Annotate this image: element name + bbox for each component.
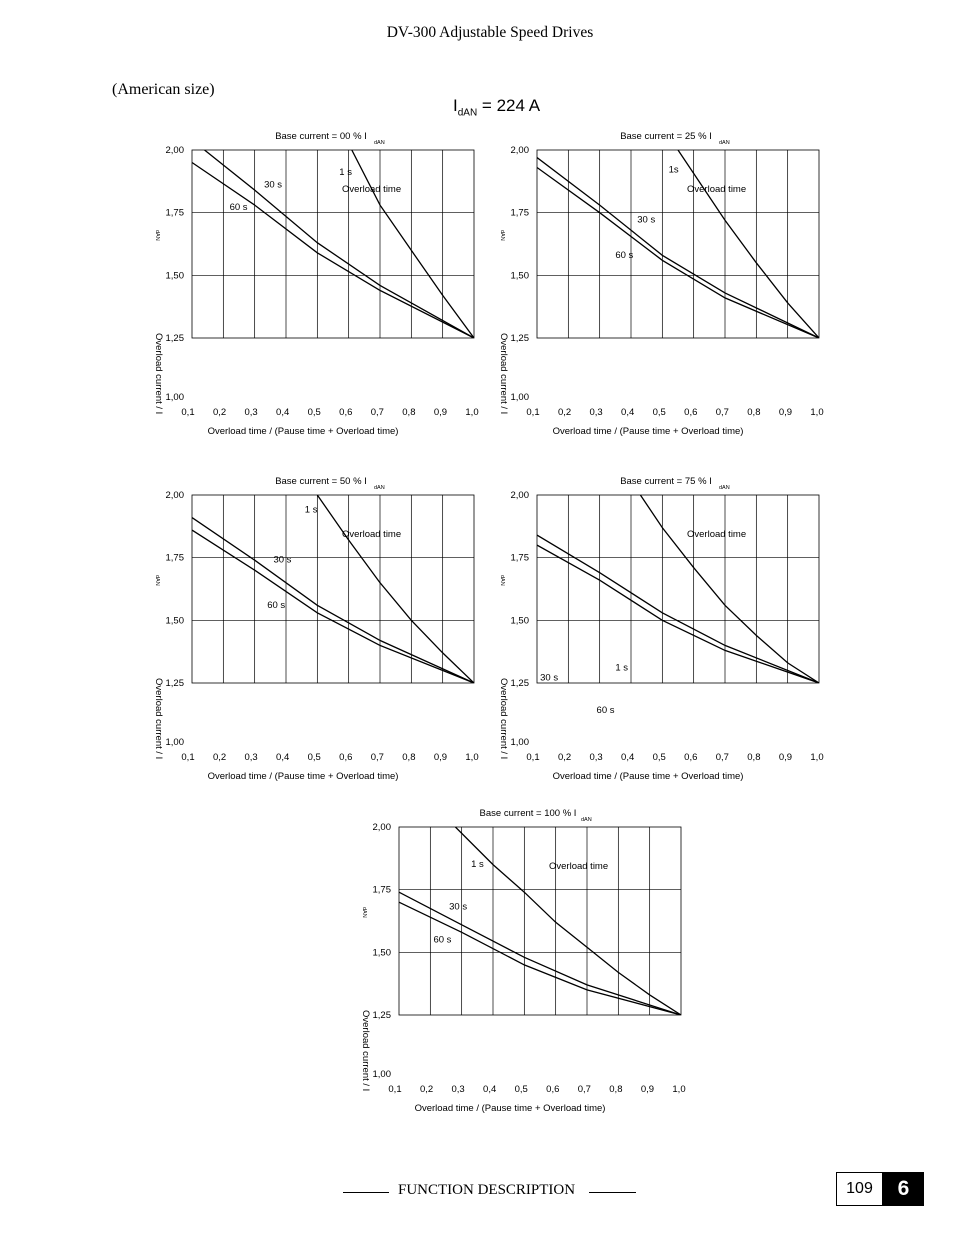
y-tick-label: 1,50 [372, 947, 391, 959]
x-tick-label: 0,8 [609, 1084, 623, 1095]
y-tick-label: 1,25 [510, 333, 529, 344]
plot-frame [537, 150, 819, 338]
y-axis-label: Overload current / I [360, 1010, 371, 1092]
y-tick-label: 1,00 [510, 392, 529, 403]
y-tick-label: 2,00 [165, 490, 184, 501]
overload-chart [498, 131, 824, 437]
rated-current-subscript: dAN [457, 107, 478, 119]
y-tick-label: 1,00 [165, 737, 184, 748]
y-tick-label: 1,75 [510, 552, 529, 564]
overload-chart [153, 131, 479, 437]
x-tick-label: 0,9 [778, 752, 793, 763]
document-header-title: DV-300 Adjustable Speed Drives [386, 24, 594, 41]
x-tick-label: 0,2 [212, 407, 227, 418]
series-label: 60 s [267, 599, 286, 611]
y-axis-label: Overload current / I [498, 333, 509, 415]
rated-current-symbol: I [453, 96, 458, 115]
x-tick-label: 0,1 [181, 407, 195, 418]
series-line [192, 163, 474, 339]
rated-current-value: = 224 A [481, 96, 541, 115]
x-axis-label: Overload time / (Pause time + Overload time) [414, 1103, 606, 1114]
curve-annotation: Overload time [687, 529, 747, 540]
x-tick-label: 0,3 [451, 1084, 465, 1095]
x-axis-label: Overload time / (Pause time + Overload time) [552, 426, 744, 437]
series-label: 1 s [471, 859, 484, 871]
x-tick-label: 0,4 [621, 752, 635, 763]
x-tick-label: 0,8 [747, 752, 761, 763]
x-tick-label: 0,5 [652, 407, 666, 418]
overload-chart [153, 476, 479, 782]
x-tick-label: 0,2 [212, 752, 227, 763]
y-axis-label-subscript: dAN [499, 575, 505, 586]
chart-title: Base current = 75 % I [620, 476, 712, 487]
y-tick-label: 1,75 [510, 207, 529, 219]
series-line [317, 495, 474, 683]
x-axis-label: Overload time / (Pause time + Overload time) [552, 771, 744, 782]
series-label: 30 s [273, 554, 292, 566]
y-axis-label-subscript: dAN [361, 907, 367, 918]
series-label: 1s [668, 164, 679, 176]
x-tick-label: 0,3 [589, 752, 603, 763]
chart-title-subscript: dAN [719, 485, 730, 491]
x-tick-label: 0,9 [640, 1084, 655, 1095]
chart-title-subscript: dAN [374, 485, 385, 491]
series-line [537, 545, 819, 683]
y-axis-label: Overload current / I [153, 333, 164, 415]
series-line [537, 168, 819, 339]
x-tick-label: 0,7 [370, 407, 384, 418]
y-axis-label-subscript: dAN [499, 230, 505, 241]
y-tick-label: 1,25 [372, 1010, 391, 1021]
x-tick-label: 0,9 [433, 407, 448, 418]
chart-title: Base current = 50 % I [275, 476, 367, 487]
x-tick-label: 0,5 [307, 407, 321, 418]
series-label: 60 s [433, 934, 452, 946]
x-tick-label: 0,6 [684, 407, 698, 418]
series-line [640, 495, 819, 683]
x-tick-label: 0,7 [715, 407, 729, 418]
x-tick-label: 0,7 [715, 752, 729, 763]
y-tick-label: 1,50 [165, 615, 184, 627]
x-tick-label: 0,3 [244, 407, 258, 418]
y-tick-label: 2,00 [372, 822, 391, 833]
y-tick-label: 1,00 [510, 737, 529, 748]
series-line [205, 150, 475, 338]
x-tick-label: 0,2 [557, 752, 572, 763]
plot-frame [537, 495, 819, 683]
plot-frame [192, 150, 474, 338]
x-tick-label: 0,7 [577, 1084, 591, 1095]
y-axis-label-subscript: dAN [154, 575, 160, 586]
footer-rule-left [343, 1192, 389, 1193]
curve-annotation: Overload time [342, 184, 402, 195]
y-tick-label: 1,50 [165, 270, 184, 282]
series-line [537, 158, 819, 339]
y-axis-label: Overload current / I [153, 678, 164, 760]
chart-title: Base current = 25 % I [620, 131, 712, 142]
series-line [399, 902, 681, 1015]
series-line [352, 150, 474, 338]
curve-annotation: Overload time [342, 529, 402, 540]
y-tick-label: 1,25 [165, 678, 184, 689]
chart-title: Base current = 100 % I [479, 808, 577, 819]
series-label: 30 s [540, 672, 559, 684]
y-axis-label: Overload current / I [498, 678, 509, 760]
x-tick-label: 0,9 [433, 752, 448, 763]
x-axis-label: Overload time / (Pause time + Overload time) [207, 771, 399, 782]
x-axis-label: Overload time / (Pause time + Overload time) [207, 426, 399, 437]
size-note: (American size) [112, 81, 215, 98]
footer-rule-right [589, 1192, 636, 1193]
x-tick-label: 0,8 [402, 752, 416, 763]
y-tick-label: 1,00 [165, 392, 184, 403]
chart-title-subscript: dAN [719, 140, 730, 146]
y-tick-label: 1,75 [372, 884, 391, 896]
x-tick-label: 1,0 [465, 407, 479, 418]
plot-frame [192, 495, 474, 683]
y-tick-label: 2,00 [510, 145, 529, 156]
series-line [678, 150, 819, 338]
x-tick-label: 0,4 [276, 752, 290, 763]
x-tick-label: 0,1 [526, 407, 540, 418]
y-axis-label-subscript: dAN [154, 230, 160, 241]
x-tick-label: 0,2 [557, 407, 572, 418]
x-tick-label: 0,7 [370, 752, 384, 763]
x-tick-label: 0,2 [419, 1084, 434, 1095]
series-line [455, 827, 681, 1015]
x-tick-label: 0,1 [388, 1084, 402, 1095]
y-tick-label: 1,75 [165, 207, 184, 219]
y-tick-label: 1,00 [372, 1069, 391, 1080]
x-tick-label: 0,6 [339, 752, 353, 763]
y-tick-label: 1,25 [165, 333, 184, 344]
x-tick-label: 1,0 [465, 752, 479, 763]
x-tick-label: 0,3 [589, 407, 603, 418]
footer-section-title: FUNCTION DESCRIPTION [398, 1182, 576, 1198]
y-tick-label: 1,50 [510, 270, 529, 282]
series-label: 60 s [596, 705, 615, 717]
curve-annotation: Overload time [687, 184, 747, 195]
page-number: 109 [836, 1172, 883, 1206]
x-tick-label: 0,4 [621, 407, 635, 418]
series-label: 60 s [615, 249, 634, 261]
series-label: 60 s [229, 202, 248, 214]
x-tick-label: 0,6 [339, 407, 353, 418]
series-line [192, 530, 474, 683]
overload-chart [498, 476, 824, 782]
series-line [192, 518, 474, 683]
x-tick-label: 0,5 [514, 1084, 528, 1095]
x-tick-label: 0,1 [526, 752, 540, 763]
x-tick-label: 0,9 [778, 407, 793, 418]
chart-title-subscript: dAN [581, 817, 592, 823]
x-tick-label: 0,6 [684, 752, 698, 763]
x-tick-label: 1,0 [810, 407, 824, 418]
x-tick-label: 1,0 [672, 1084, 686, 1095]
x-tick-label: 0,6 [546, 1084, 560, 1095]
x-tick-label: 0,5 [652, 752, 666, 763]
y-tick-label: 1,75 [165, 552, 184, 564]
y-tick-label: 1,50 [510, 615, 529, 627]
x-tick-label: 0,5 [307, 752, 321, 763]
series-line [537, 535, 819, 683]
series-line [399, 892, 681, 1015]
x-tick-label: 0,4 [276, 407, 290, 418]
x-tick-label: 0,3 [244, 752, 258, 763]
chapter-number: 6 [883, 1172, 924, 1206]
series-label: 30 s [449, 901, 468, 913]
series-label: 1 s [615, 662, 629, 674]
series-label: 30 s [637, 214, 656, 226]
y-tick-label: 2,00 [510, 490, 529, 501]
series-label: 30 s [264, 179, 283, 191]
chart-title-subscript: dAN [374, 140, 385, 146]
x-tick-label: 0,4 [483, 1084, 497, 1095]
overload-chart [360, 808, 686, 1114]
x-tick-label: 1,0 [810, 752, 824, 763]
chart-title: Base current = 00 % I [275, 131, 367, 142]
x-tick-label: 0,8 [402, 407, 416, 418]
curve-annotation: Overload time [549, 861, 609, 872]
y-tick-label: 1,25 [510, 678, 529, 689]
series-label: 1 s [304, 504, 318, 516]
y-tick-label: 2,00 [165, 145, 184, 156]
x-tick-label: 0,8 [747, 407, 761, 418]
x-tick-label: 0,1 [181, 752, 195, 763]
series-label: 1 s [339, 167, 352, 179]
